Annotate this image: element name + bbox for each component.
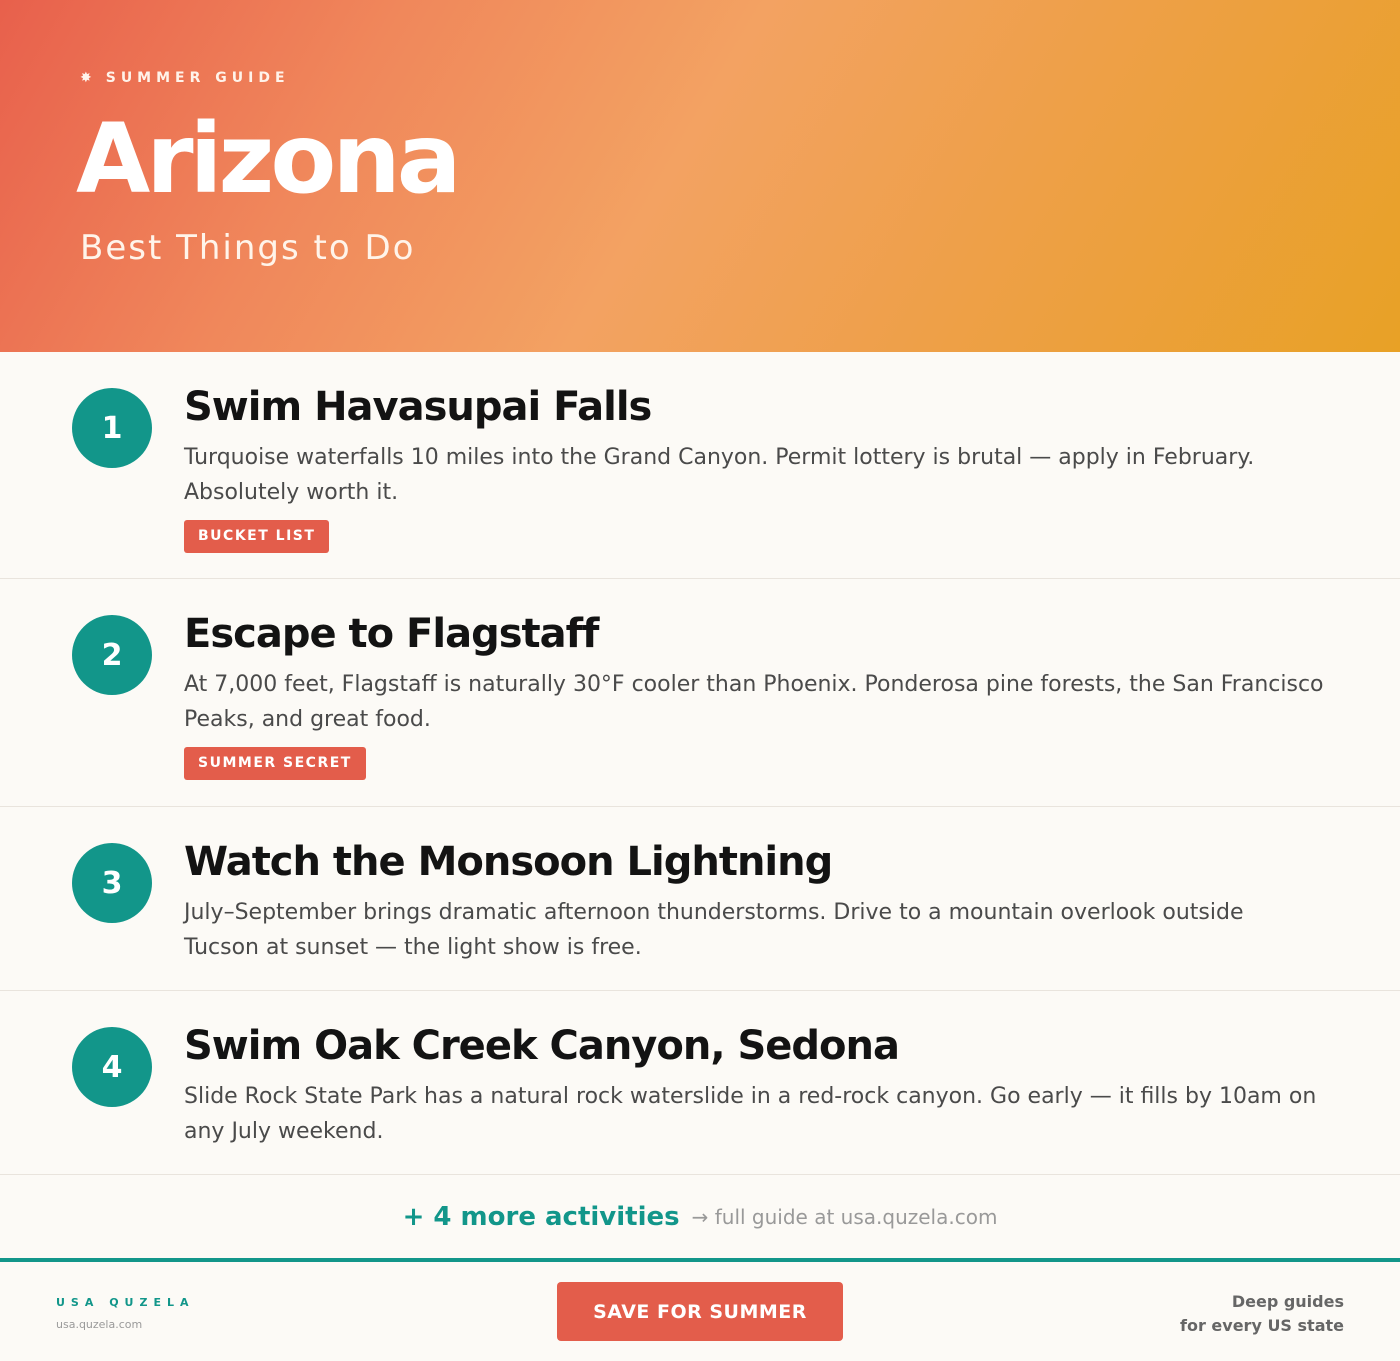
save-for-summer-button[interactable]: SAVE FOR SUMMER <box>557 1282 843 1341</box>
more-activities-count: + 4 more activities <box>402 1202 680 1232</box>
footer <box>0 1258 1400 1361</box>
item-description: At 7,000 feet, Flagstaff is naturally 30°F cooler than Phoenix. Ponderosa pine forests, the San Francisco Peaks, and great food. <box>184 672 1324 732</box>
item-tag: SUMMER SECRET <box>184 747 366 780</box>
activity-item <box>0 807 1400 991</box>
sparkle-icon: ✸ <box>80 70 92 86</box>
brand-name: USA QUZELA <box>56 1296 195 1309</box>
activity-item <box>0 352 1400 579</box>
activity-item <box>0 579 1400 807</box>
item-description: Turquoise waterfalls 10 miles into the Grand Canyon. Permit lottery is brutal — apply in February. Absolutely worth it. <box>184 445 1255 505</box>
more-activities <box>0 1175 1400 1259</box>
item-number-badge: 2 <box>72 615 152 695</box>
tagline-line-2: for every US state <box>1180 1316 1344 1335</box>
hero-banner <box>0 0 1400 352</box>
page-subtitle: Best Things to Do <box>80 228 416 268</box>
item-number-badge: 3 <box>72 843 152 923</box>
tagline-line-1: Deep guides <box>1231 1292 1344 1311</box>
activity-item <box>0 991 1400 1175</box>
page-title: Arizona <box>76 103 458 215</box>
item-description: July–September brings dramatic afternoon thunderstorms. Drive to a mountain overlook outside Tucson at sunset — the light show is free. <box>184 900 1244 960</box>
item-title: Escape to Flagstaff <box>184 611 599 657</box>
eyebrow-label: SUMMER GUIDE <box>105 70 290 86</box>
item-tag: BUCKET LIST <box>184 520 329 553</box>
item-title: Watch the Monsoon Lightning <box>184 839 833 885</box>
item-title: Swim Havasupai Falls <box>184 384 652 430</box>
eyebrow <box>80 70 290 86</box>
footer-tagline <box>1180 1290 1344 1338</box>
activity-list <box>0 352 1400 1175</box>
item-number-badge: 4 <box>72 1027 152 1107</box>
item-title: Swim Oak Creek Canyon, Sedona <box>184 1023 899 1069</box>
brand-url[interactable]: usa.quzela.com <box>56 1318 143 1331</box>
full-guide-link[interactable]: → full guide at usa.quzela.com <box>691 1205 998 1229</box>
item-description: Slide Rock State Park has a natural rock waterslide in a red-rock canyon. Go early — it fills by 10am on any July weekend. <box>184 1084 1317 1144</box>
item-number-badge: 1 <box>72 388 152 468</box>
